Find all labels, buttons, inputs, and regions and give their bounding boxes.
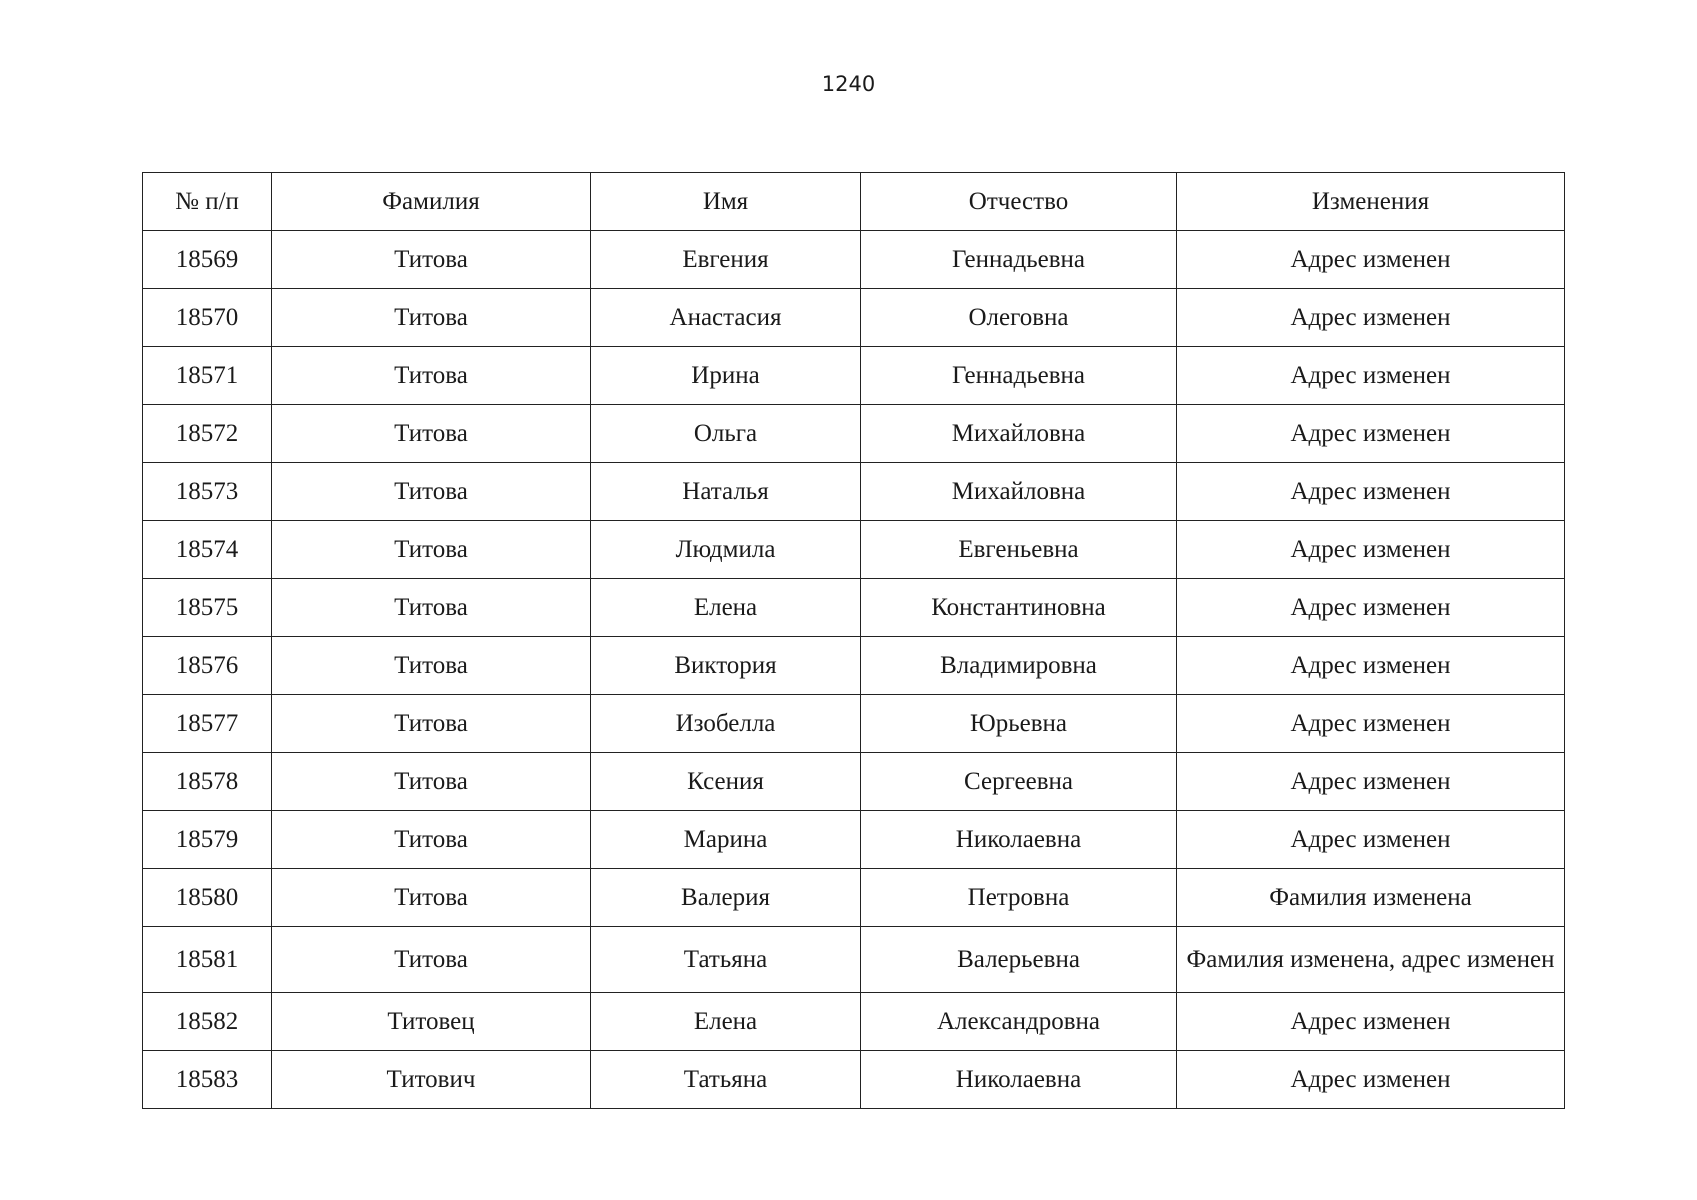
cell-number: 18576	[143, 637, 272, 695]
cell-surname: Титова	[272, 637, 591, 695]
cell-surname: Титович	[272, 1051, 591, 1109]
cell-patronymic: Александровна	[861, 993, 1177, 1051]
cell-name: Елена	[591, 579, 861, 637]
table-row	[143, 637, 1565, 695]
cell-surname: Титова	[272, 579, 591, 637]
cell-patronymic: Михайловна	[861, 405, 1177, 463]
cell-number: 18574	[143, 521, 272, 579]
cell-patronymic: Николаевна	[861, 811, 1177, 869]
cell-patronymic: Петровна	[861, 869, 1177, 927]
cell-changes: Адрес изменен	[1177, 347, 1565, 405]
table-row	[143, 405, 1565, 463]
table-row	[143, 695, 1565, 753]
cell-number: 18573	[143, 463, 272, 521]
cell-changes: Адрес изменен	[1177, 811, 1565, 869]
table-row	[143, 1051, 1565, 1109]
cell-surname: Титова	[272, 289, 591, 347]
cell-name: Марина	[591, 811, 861, 869]
cell-number: 18578	[143, 753, 272, 811]
cell-number: 18571	[143, 347, 272, 405]
table-row	[143, 579, 1565, 637]
table-row	[143, 521, 1565, 579]
table-header-row	[143, 173, 1565, 231]
cell-number: 18569	[143, 231, 272, 289]
cell-patronymic: Николаевна	[861, 1051, 1177, 1109]
cell-number: 18572	[143, 405, 272, 463]
cell-surname: Титова	[272, 405, 591, 463]
table-row	[143, 289, 1565, 347]
cell-patronymic: Юрьевна	[861, 695, 1177, 753]
cell-patronymic: Олеговна	[861, 289, 1177, 347]
table-row	[143, 993, 1565, 1051]
cell-patronymic: Геннадьевна	[861, 347, 1177, 405]
cell-number: 18577	[143, 695, 272, 753]
table-row	[143, 753, 1565, 811]
table-row	[143, 347, 1565, 405]
cell-surname: Титова	[272, 521, 591, 579]
cell-changes: Адрес изменен	[1177, 521, 1565, 579]
cell-changes: Адрес изменен	[1177, 993, 1565, 1051]
header-patronymic: Отчество	[861, 173, 1177, 231]
cell-name: Татьяна	[591, 927, 861, 993]
cell-name: Татьяна	[591, 1051, 861, 1109]
table-row	[143, 463, 1565, 521]
cell-surname: Титова	[272, 753, 591, 811]
cell-number: 18581	[143, 927, 272, 993]
cell-changes: Адрес изменен	[1177, 231, 1565, 289]
cell-changes: Адрес изменен	[1177, 1051, 1565, 1109]
cell-name: Ольга	[591, 405, 861, 463]
table-row	[143, 869, 1565, 927]
cell-surname: Титова	[272, 811, 591, 869]
table-row	[143, 811, 1565, 869]
cell-patronymic: Евгеньевна	[861, 521, 1177, 579]
cell-patronymic: Владимировна	[861, 637, 1177, 695]
cell-name: Евгения	[591, 231, 861, 289]
header-number: № п/п	[143, 173, 272, 231]
cell-changes: Адрес изменен	[1177, 579, 1565, 637]
cell-number: 18583	[143, 1051, 272, 1109]
cell-number: 18582	[143, 993, 272, 1051]
cell-name: Изобелла	[591, 695, 861, 753]
cell-changes: Фамилия изменена	[1177, 869, 1565, 927]
cell-surname: Титова	[272, 927, 591, 993]
cell-patronymic: Сергеевна	[861, 753, 1177, 811]
cell-changes: Адрес изменен	[1177, 405, 1565, 463]
cell-changes: Адрес изменен	[1177, 637, 1565, 695]
cell-name: Валерия	[591, 869, 861, 927]
table-row	[143, 927, 1565, 993]
header-surname: Фамилия	[272, 173, 591, 231]
cell-name: Ирина	[591, 347, 861, 405]
cell-changes: Адрес изменен	[1177, 289, 1565, 347]
cell-surname: Титова	[272, 231, 591, 289]
table-row	[143, 231, 1565, 289]
cell-surname: Титовец	[272, 993, 591, 1051]
cell-patronymic: Валерьевна	[861, 927, 1177, 993]
cell-number: 18579	[143, 811, 272, 869]
cell-patronymic: Константиновна	[861, 579, 1177, 637]
cell-name: Анастасия	[591, 289, 861, 347]
cell-name: Наталья	[591, 463, 861, 521]
cell-number: 18580	[143, 869, 272, 927]
cell-name: Ксения	[591, 753, 861, 811]
header-name: Имя	[591, 173, 861, 231]
cell-patronymic: Геннадьевна	[861, 231, 1177, 289]
cell-name: Людмила	[591, 521, 861, 579]
cell-surname: Титова	[272, 347, 591, 405]
cell-number: 18575	[143, 579, 272, 637]
page-number: 1240	[821, 72, 876, 96]
cell-changes: Фамилия изменена, адрес изменен	[1177, 927, 1565, 993]
header-changes: Изменения	[1177, 173, 1565, 231]
cell-surname: Титова	[272, 869, 591, 927]
cell-name: Елена	[591, 993, 861, 1051]
cell-surname: Титова	[272, 695, 591, 753]
registry-table	[142, 172, 1565, 1109]
cell-patronymic: Михайловна	[861, 463, 1177, 521]
cell-surname: Титова	[272, 463, 591, 521]
cell-changes: Адрес изменен	[1177, 463, 1565, 521]
cell-changes: Адрес изменен	[1177, 753, 1565, 811]
cell-number: 18570	[143, 289, 272, 347]
cell-name: Виктория	[591, 637, 861, 695]
cell-changes: Адрес изменен	[1177, 695, 1565, 753]
